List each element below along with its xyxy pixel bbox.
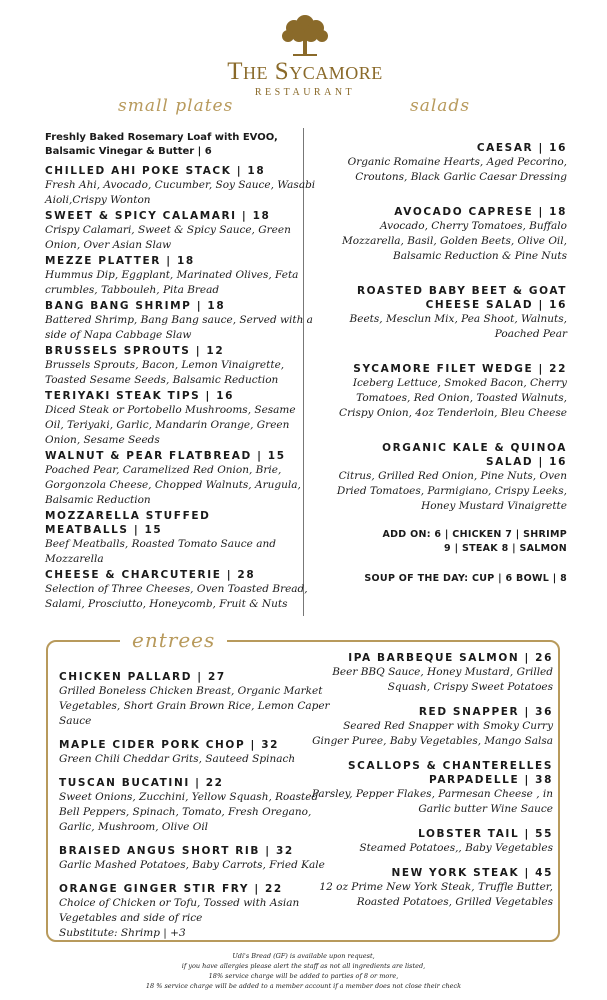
item-description: Battered Shrimp, Bang Bang sauce, Served with a side of Napa Cabbage Slaw [45,314,313,341]
menu-item [330,284,567,342]
item-title: BRUSSELS SPROUTS | 12 [45,345,225,357]
item-title: BANG BANG SHRIMP | 18 [45,300,226,312]
restaurant-logo [200,12,410,102]
menu-item [45,449,317,508]
restaurant-name: The Sycamore [227,58,383,85]
menu-item [45,509,317,567]
menu-item [59,670,337,729]
item-title: LOBSTER TAIL | 55 [418,828,553,840]
add-on-line: ADD ON: 6 | CHICKEN 7 | SHRIMP [382,529,567,540]
item-title: NEW YORK STEAK | 45 [391,867,553,879]
item-title: AVOCADO CAPRESE | 18 [394,206,567,218]
item-description: Selection of Three Cheeses, Oven Toasted Bread, Salami, Prosciutto, Honeycomb, Fruit & Nuts [45,583,308,610]
small-plates-heading: small plates [118,96,234,116]
entrees-left-column [59,670,337,950]
menu-item [45,389,317,448]
item-description: Citrus, Grilled Red Onion, Pine Nuts, Oven Dried Tomatoes, Parmigiano, Crispy Leeks, Honey Mustard Vinaigrette [336,470,567,512]
item-title: MEZZE PLATTER | 18 [45,255,195,267]
menu-item [59,776,337,835]
item-title: CAESAR | 16 [476,142,567,154]
item-title: WALNUT & PEAR FLATBREAD | 15 [45,450,286,462]
item-description: Garlic Mashed Potatoes, Baby Carrots, Fried Kale [59,859,325,871]
item-title: ROASTED BABY BEET & GOAT CHEESE SALAD | 16 [356,285,567,311]
item-title: ORANGE GINGER STIR FRY | 22 [59,883,283,895]
menu-item [45,344,317,388]
item-title: MAPLE CIDER PORK CHOP | 32 [59,739,280,751]
item-description: Grilled Boneless Chicken Breast, Organic Market Vegetables, Short Grain Brown Rice, Lemon Caper Sauce [59,685,330,727]
menu-item [59,738,337,767]
item-description: Fresh Ahi, Avocado, Cucumber, Soy Sauce, Wasabi Aioli,Crispy Wonton [45,179,316,206]
item-description: Steamed Potatoes,, Baby Vegetables [359,842,553,854]
menu-item [310,705,553,749]
item-description: Brussels Sprouts, Bacon, Lemon Vinaigrette, Toasted Sesame Seeds, Balsamic Reduction [45,359,285,386]
menu-item [310,759,553,817]
item-description: Beets, Mesclun Mix, Pea Shoot, Walnuts, Poached Pear [349,313,567,340]
item-title: SCALLOPS & CHANTERELLES PARPADELLE | 38 [348,760,553,786]
item-description: Green Chili Cheddar Grits, Sauteed Spinach [59,753,296,765]
add-on-line: 9 | STEAK 8 | SALMON [444,543,567,554]
item-description: Avocado, Cherry Tomatoes, Buffalo Mozzarella, Basil, Golden Beets, Olive Oil, Balsamic Reduction & Pine Nuts [341,220,567,262]
footer-note: Udi's Bread (GF) is available upon request, [232,952,375,960]
item-description: Poached Pear, Caramelized Red Onion, Brie, Gorgonzola Cheese, Chopped Walnuts, Arugula, Balsamic Reduction [45,464,301,506]
menu-item [45,299,317,343]
item-description: Choice of Chicken or Tofu, Tossed with Asian Vegetables and side of rice [59,897,300,924]
item-title: CHICKEN PALLARD | 27 [59,671,226,683]
entrees-heading: entrees [120,628,227,652]
menu-footer-notes [40,951,567,991]
salads-section [330,141,567,586]
menu-item [330,205,567,264]
item-description: Iceberg Lettuce, Smoked Bacon, Cherry Tomatoes, Red Onion, Toasted Walnuts, Crispy Onion, 4oz Tenderloin, Bleu Cheese [339,377,567,419]
item-title: SWEET & SPICY CALAMARI | 18 [45,210,271,222]
item-description: Crispy Calamari, Sweet & Spicy Sauce, Green Onion, Over Asian Slaw [45,224,291,251]
menu-item [330,362,567,421]
item-description: Diced Steak or Portobello Mushrooms, Sesame Oil, Teriyaki, Garlic, Mandarin Orange, Green Onion, Sesame Seeds [45,404,296,446]
item-title: MOZZARELLA STUFFED MEATBALLS | 15 [45,510,211,536]
soup-of-the-day: SOUP OF THE DAY: CUP | 6 BOWL | 8 [364,573,567,584]
item-substitution: Substitute: Shrimp | +3 [59,927,186,939]
menu-item [310,827,553,856]
menu-item [310,651,553,695]
item-title: ORGANIC KALE & QUINOA SALAD | 16 [382,442,567,468]
footer-note: if you have allergies please alert the staff as not all ingredients are listed, [181,962,426,970]
restaurant-subtitle: RESTAURANT [254,87,356,98]
item-description: Seared Red Snapper with Smoky Curry Ginger Puree, Baby Vegetables, Mango Salsa [312,720,553,747]
item-title: RED SNAPPER | 36 [418,706,553,718]
menu-item [45,568,317,612]
footer-note: 18 % service charge will be added to a member account if a member does not close their check [145,982,462,990]
small-plates-section [45,131,317,613]
menu-item [59,844,337,873]
item-description: Hummus Dip, Eggplant, Marinated Olives, Feta crumbles, Tabbouleh, Pita Bread [45,269,299,296]
entrees-right-column [310,651,553,920]
item-description: 12 oz Prime New York Steak, Truffle Butter, Roasted Potatoes, Grilled Vegetables [319,881,553,908]
bread-intro: Freshly Baked Rosemary Loaf with EVOO, Balsamic Vinegar & Butter | 6 [45,132,278,157]
item-description: Beer BBQ Sauce, Honey Mustard, Grilled Squash, Crispy Sweet Potatoes [332,666,553,693]
item-description: Sweet Onions, Zucchini, Yellow Squash, Roasted Bell Peppers, Spinach, Tomato, Fresh Oregano, Garlic, Mushroom, Olive Oil [59,791,319,833]
item-title: SYCAMORE FILET WEDGE | 22 [353,363,567,375]
menu-item [45,164,317,208]
item-description: Parsley, Pepper Flakes, Parmesan Cheese , in Garlic butter Wine Sauce [311,788,553,815]
menu-item [45,209,317,253]
menu-item [59,882,337,941]
menu-item [45,254,317,298]
salads-heading: salads [410,96,471,116]
add-on-block [330,528,567,556]
item-title: TERIYAKI STEAK TIPS | 16 [45,390,235,402]
menu-item [310,866,553,910]
menu-item [330,141,567,185]
menu-item [330,441,567,514]
item-title: IPA BARBEQUE SALMON | 26 [348,652,553,664]
footer-note: 18% service charge will be added to parties of 8 or more, [208,972,399,980]
item-description: Beef Meatballs, Roasted Tomato Sauce and Mozzarella [45,538,276,565]
item-description: Organic Romaine Hearts, Aged Pecorino, Croutons, Black Garlic Caesar Dressing [347,156,567,183]
item-title: CHEESE & CHARCUTERIE | 28 [45,569,256,581]
item-title: BRAISED ANGUS SHORT RIB | 32 [59,845,294,857]
item-title: TUSCAN BUCATINI | 22 [59,777,224,789]
tree-icon [277,12,333,58]
item-title: CHILLED AHI POKE STACK | 18 [45,165,266,177]
